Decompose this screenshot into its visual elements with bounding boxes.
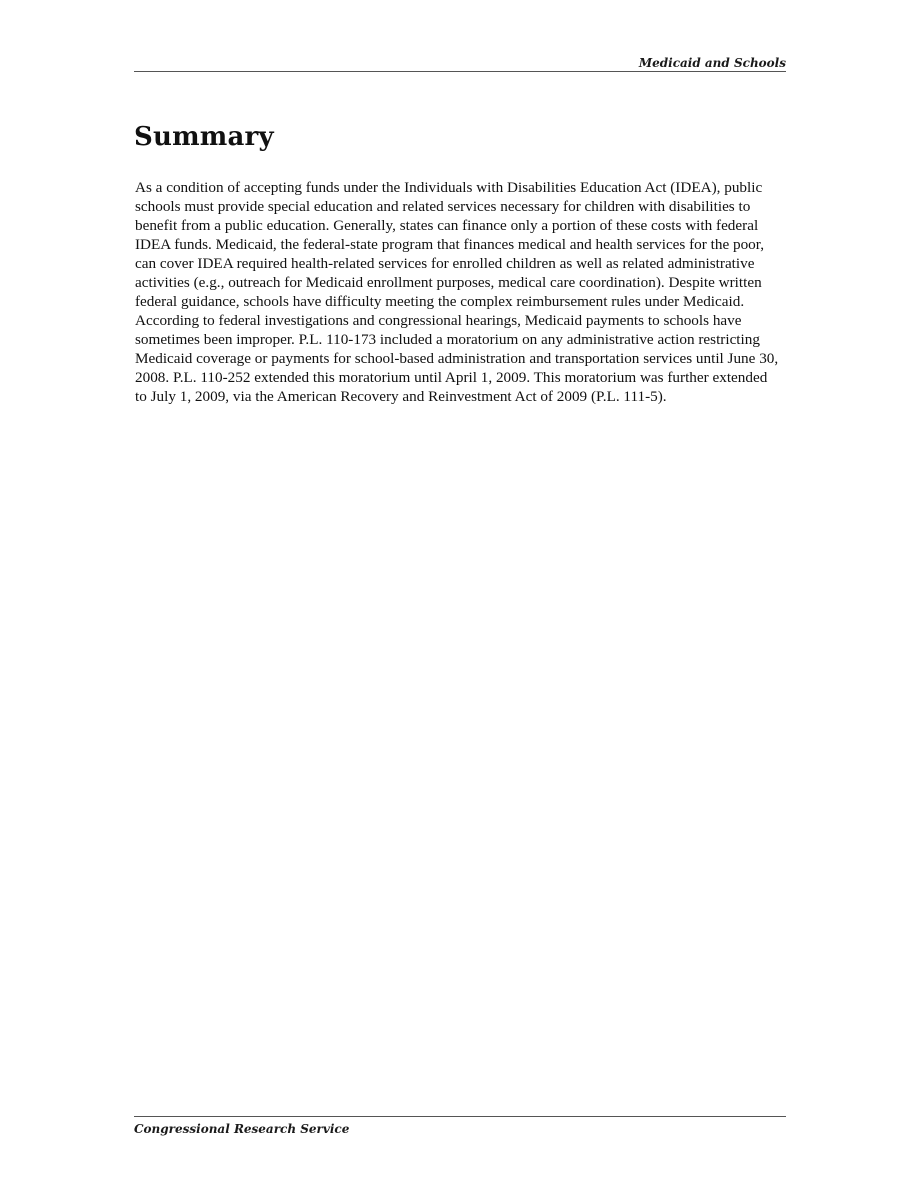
running-footer: Congressional Research Service xyxy=(134,1116,786,1136)
running-header: Medicaid and Schools xyxy=(134,56,786,72)
page-title: Summary xyxy=(134,122,274,152)
summary-paragraph: As a condition of accepting funds under the Individuals with Disabilities Education Act (IDEA), public schools must provide special education and related services necessary for children with disabilities to benefit from a public education. Generally, states can finance only a portion of these costs with federal IDEA funds. Medicaid, the federal-state program that finances medical and health services for the poor, can cover IDEA required health-related services for enrolled children as well as related administrative activities (e.g., outreach for Medicaid enrollment purposes, medical care coordination). Despite written federal guidance, schools have difficulty meeting the complex reimbursement rules under Medicaid. According to federal investigations and congressional hearings, Medicaid payments to schools have sometimes been improper. P.L. 110-173 included a moratorium on any administrative action restricting Medicaid coverage or payments for school-based administration and transportation services until June 30, 2008. P.L. 110-252 extended this moratorium until April 1, 2009. This moratorium was further extended to July 1, 2009, via the American Recovery and Reinvestment Act of 2009 (P.L. 111-5). xyxy=(135,179,779,405)
